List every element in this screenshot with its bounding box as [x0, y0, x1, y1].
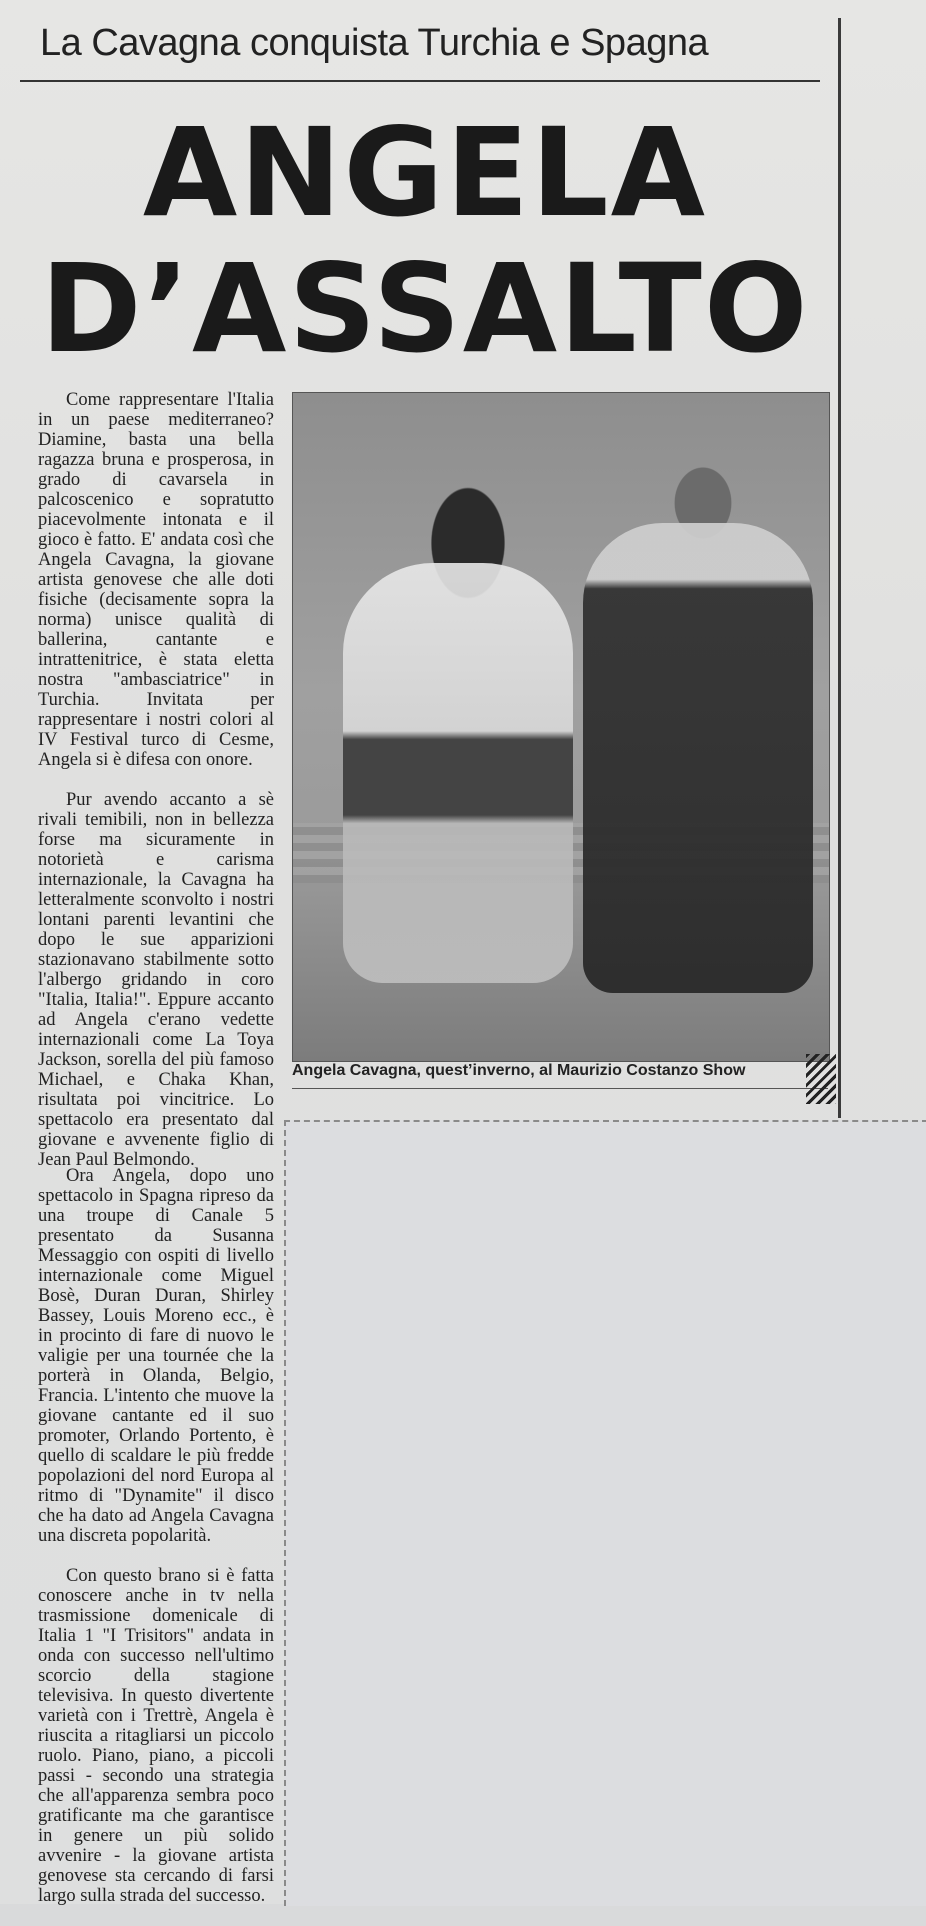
caption-divider [292, 1088, 828, 1089]
article-column-top [38, 390, 274, 1190]
photo-figure-man [583, 523, 813, 993]
article-paragraph: Pur avendo accanto a sè rivali temibili, non in bellezza forse ma sicuramente in notorietà e carisma internazionale, la Cavagna ha letteralmente sconvolto i nostri lontani parenti levantini che dopo le sue apparizioni stazionavano stabilmente sotto l'albergo gridando in coro "Italia, Italia!". Eppure accanto ad Angela c'erano vedette internazionali come La Toya Jackson, sorella del più famoso Michael, e Chaka Khan, risultata poi vincitrice. Lo spettacolo era presentato dal giovane e avvenente figlio di Jean Paul Belmondo. [38, 790, 274, 1170]
article-paragraph: Come rappresentare l'Italia in un paese mediterraneo? Diamine, basta una bella ragazza bruna e prosperosa, in grado di cavarsela in palcoscenico e sopratutto piacevolmente intonata e il gioco è fatto. E' andata così che Angela Cavagna, la giovane artista genovese che alle doti fisiche (decisamente sopra la norma) unisce qualità di ballerina, cantante e intrattenitrice, è stata eletta nostra "ambasciatrice" in Turchia. Invitata per rappresentare i nostri colori al IV Festival turco di Cesme, Angela si è difesa con onore. [38, 390, 274, 770]
frame-rule [838, 18, 841, 1118]
photo-figure-woman [343, 563, 573, 983]
blank-area [284, 1120, 926, 1906]
corner-hatch-mark [806, 1054, 836, 1104]
article-paragraph: Ora Angela, dopo uno spettacolo in Spagna ripreso da una troupe di Canale 5 presentato da Susanna Messaggio con ospiti di livello internazionale come Miguel Bosè, Duran Duran, Shirley Bassey, Louis Moreno ecc., è in procinto di fare di nuovo le valigie per una tournée che la porterà in Olanda, Belgio, Francia. L'intento che muove la giovane cantante ed il suo promoter, Orlando Portento, è quello di scaldare le più fredde popolazioni del nord Europa al ritmo di "Dynamite" il disco che ha dato ad Angela Cavagna una discreta popolarità. [38, 1166, 274, 1546]
headline-line-1: ANGELA [142, 102, 708, 244]
kicker-headline: La Cavagna conquista Turchia e Spagna [40, 22, 709, 64]
article-photo [292, 392, 830, 1062]
article-paragraph: Con questo brano si è fatta conoscere anche in tv nella trasmissione domenicale di Italia 1 "I Trisitors" andata in onda con successo nell'ultimo scorcio della stagione televisiva. In questo divertente varietà con i Trettrè, Angela è riuscita a ritagliarsi un piccolo ruolo. Piano, piano, a piccoli passi - secondo una strategia che all'apparenza sembra poco gratificante ma che garantisce in genere un più solido avvenire - la giovane artista genovese sta cercando di farsi largo sulla strada del successo. [38, 1566, 274, 1906]
headline-line-2: D’ASSALTO [40, 238, 810, 380]
kicker-divider [20, 80, 820, 82]
photo-caption: Angela Cavagna, quest’inverno, al Maurizio Costanzo Show [292, 1062, 746, 1079]
article-column-bottom [38, 1166, 274, 1926]
